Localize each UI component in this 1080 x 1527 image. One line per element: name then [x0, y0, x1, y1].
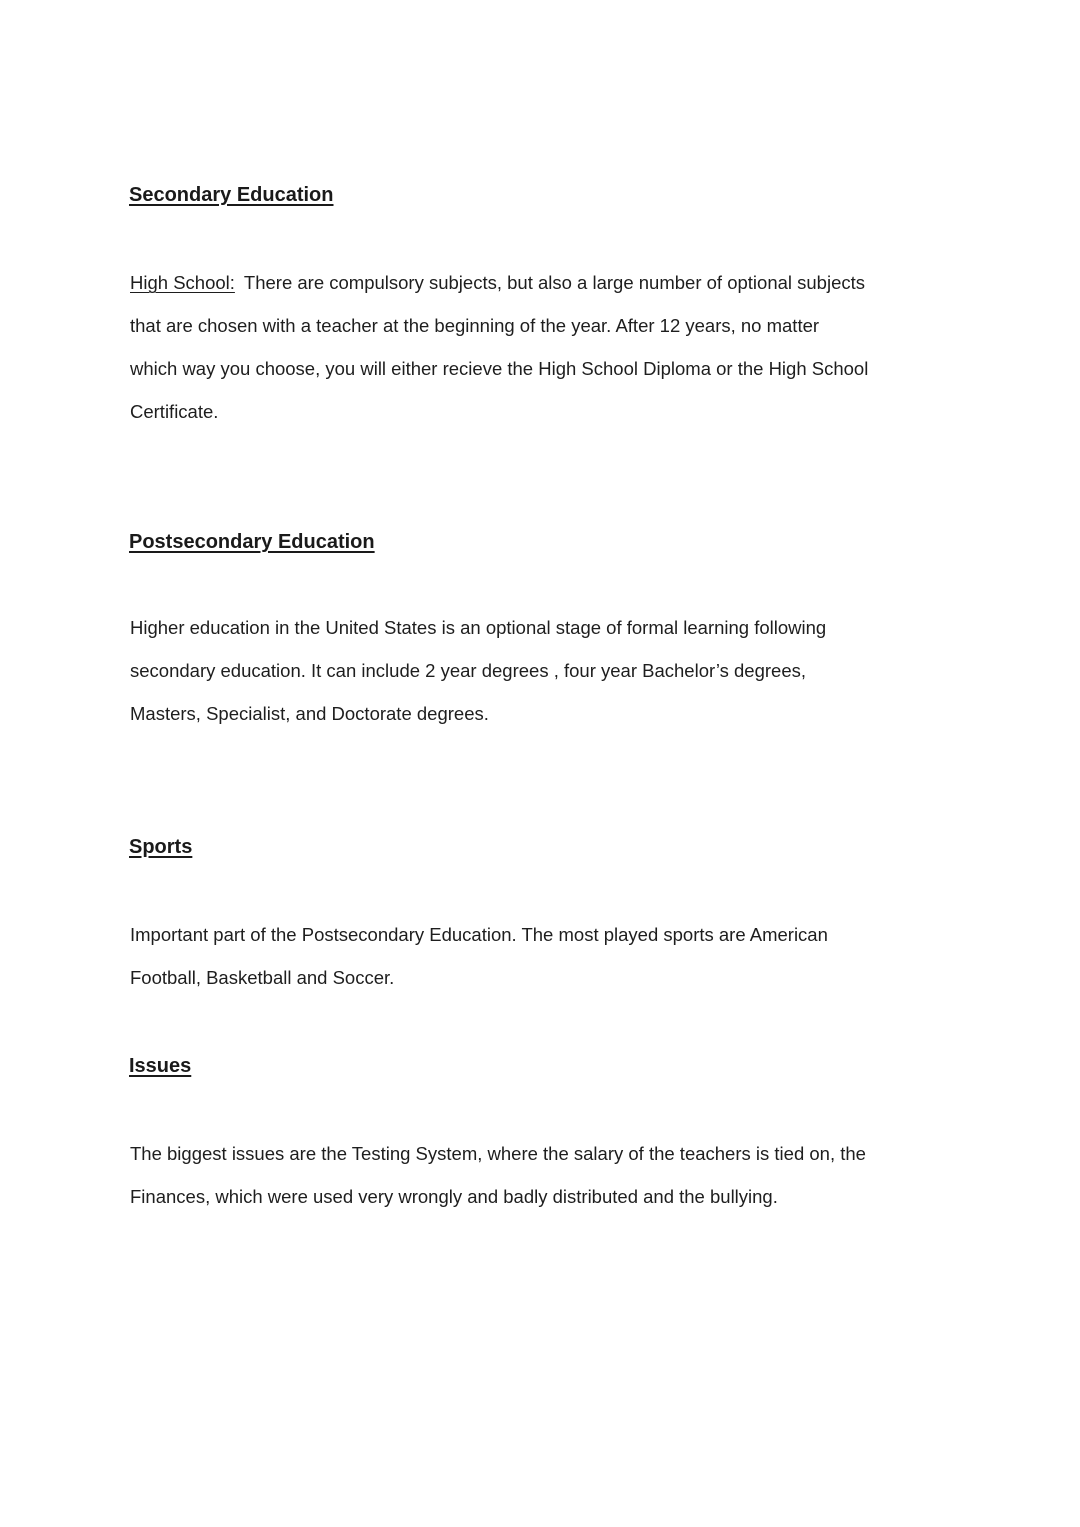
- paragraph-line: secondary education. It can include 2 year degrees , four year Bachelor’s degrees,: [130, 660, 806, 681]
- paragraph-issues: [130, 1132, 950, 1218]
- line-text: There are compulsory subjects, but also a large number of optional subjects: [243, 272, 866, 293]
- high-school-label: High School:: [130, 272, 235, 293]
- paragraph-line: Masters, Specialist, and Doctorate degrees.: [130, 703, 489, 724]
- paragraph-postsecondary: [130, 606, 950, 735]
- paragraph-line: Finances, which were used very wrongly and badly distributed and the bullying.: [130, 1186, 778, 1207]
- paragraph-line: which way you choose, you will either recieve the High School Diploma or the High School: [130, 358, 869, 379]
- paragraph-line: Certificate.: [130, 401, 219, 422]
- heading-sports: Sports: [129, 836, 193, 858]
- paragraph-line: The biggest issues are the Testing System, where the salary of the teachers is tied on, the: [130, 1143, 866, 1164]
- paragraph-line: Important part of the Postsecondary Education. The most played sports are American: [130, 924, 828, 945]
- heading-issues: Issues: [129, 1055, 192, 1077]
- paragraph-line: [130, 261, 950, 304]
- paragraph-line: Football, Basketball and Soccer.: [130, 967, 395, 988]
- heading-postsecondary-education: Postsecondary Education: [129, 531, 375, 553]
- paragraph-line: that are chosen with a teacher at the beginning of the year. After 12 years, no matter: [130, 315, 820, 336]
- paragraph-sports: [130, 913, 950, 999]
- paragraph-line: Higher education in the United States is an optional stage of formal learning following: [130, 617, 827, 638]
- paragraph-high-school: [130, 261, 950, 433]
- heading-secondary-education: Secondary Education: [129, 184, 334, 206]
